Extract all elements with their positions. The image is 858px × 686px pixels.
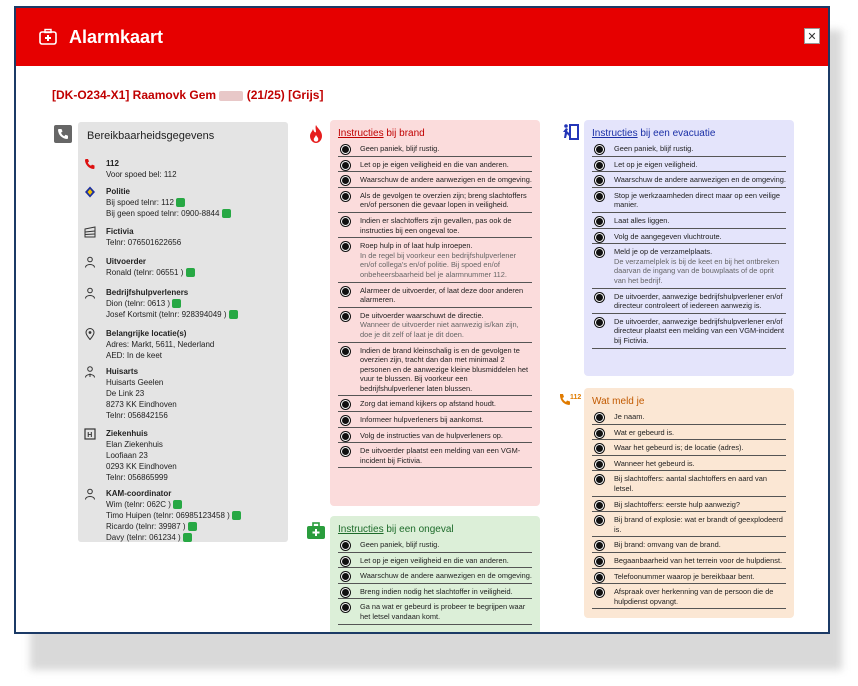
meld-title: Wat meld je xyxy=(592,396,645,407)
heading-prefix: [DK-O234-X1] Raamovk Gem xyxy=(52,88,217,102)
list-item-text: Geen paniek, blijf rustig. xyxy=(360,144,440,153)
contact-line-text: Loofiaan 23 xyxy=(106,451,148,460)
list-item-text: Indien er slachtoffers zijn gevallen, pas ook de instructies bij een ongeval toe. xyxy=(360,215,512,235)
list-item xyxy=(338,346,532,397)
contact-entry-text xyxy=(106,488,241,543)
list-item-text: Bij brand of explosie: wat er brandt of geexplodeerd is. xyxy=(614,515,783,534)
person-icon xyxy=(84,488,96,500)
police-icon xyxy=(84,186,96,198)
bullet-icon xyxy=(595,176,604,185)
contact-entry-line xyxy=(106,377,177,388)
list-item xyxy=(592,556,786,569)
whatsapp-icon[interactable] xyxy=(176,198,185,207)
list-item xyxy=(338,431,532,444)
contact-title: Bereikbaarheidsgegevens xyxy=(87,130,215,142)
list-item xyxy=(592,428,786,441)
contact-line-text: Bij geen spoed telnr: 0900-8844 xyxy=(106,209,220,218)
contact-line-text: De Link 23 xyxy=(106,389,145,398)
bullet-icon xyxy=(341,572,350,581)
contact-line-text: 0293 KK Eindhoven xyxy=(106,462,177,471)
contact-panel xyxy=(78,122,288,542)
contact-entry-text xyxy=(106,287,238,320)
list-item-text: Alarmeer de uitvoerder, of laat deze door anderen alarmeren. xyxy=(360,285,524,305)
bullet-icon xyxy=(341,347,350,356)
contact-line-text: Elan Ziekenhuis xyxy=(106,440,163,449)
contact-entry-line xyxy=(106,499,241,510)
first-aid-icon xyxy=(306,521,326,541)
contact-line-text: AED: In de keet xyxy=(106,351,163,360)
evacuatie-list xyxy=(592,144,786,352)
contact-line-text: Huisarts Geelen xyxy=(106,378,164,387)
contact-entry-line xyxy=(106,399,177,410)
list-item-text: De uitvoerder, aanwezige bedrijfshulpverlener en/of directeur controleert of iedereen aanwezig is. xyxy=(614,291,783,311)
list-item-text: De uitvoerder waarschuwt de directie. xyxy=(360,310,484,320)
contact-entry-line xyxy=(106,298,238,309)
brand-title-rest: bij brand xyxy=(383,128,425,139)
alarmkaart-window xyxy=(14,6,830,634)
list-item xyxy=(592,247,786,288)
contact-entry-line xyxy=(106,472,177,483)
whatsapp-icon[interactable] xyxy=(186,268,195,277)
phone-112-icon xyxy=(558,390,582,410)
list-item xyxy=(592,216,786,229)
redacted-block xyxy=(219,91,243,101)
contact-entry-line xyxy=(106,350,214,361)
bullet-icon xyxy=(595,318,604,327)
list-item xyxy=(592,412,786,425)
list-item-text: Telefoonummer waarop je bereikbaar bent. xyxy=(614,571,755,581)
brand-panel xyxy=(330,120,540,506)
list-item xyxy=(338,191,532,213)
whatsapp-icon[interactable] xyxy=(229,310,238,319)
contact-entry-line xyxy=(106,439,177,450)
page-heading xyxy=(52,88,323,102)
bullet-icon xyxy=(341,192,350,201)
list-item-text: De uitvoerder, aanwezige bedrijfshulpverlener en/of directeur plaatst een melding van een VGM-incident bij Fictivia. xyxy=(614,316,785,345)
contact-entry-title: Uitvoerder xyxy=(106,257,147,266)
list-item-text: Wat er gebeurd is. xyxy=(614,427,675,437)
contact-line-text: Timo Huipen (telnr: 06985123458 ) xyxy=(106,511,230,520)
bullet-icon xyxy=(595,541,604,550)
contact-entry-title: Fictivia xyxy=(106,227,134,236)
bullet-icon xyxy=(341,176,350,185)
contact-entry-text xyxy=(106,158,177,180)
whatsapp-icon[interactable] xyxy=(173,500,182,509)
contact-line-text: Adres: Markt, 5611, Nederland xyxy=(106,340,215,349)
list-item xyxy=(592,175,786,188)
list-item-text: Laat alles liggen. xyxy=(614,215,670,225)
list-item-text: Waar het gebeurd is; de locatie (adres). xyxy=(614,443,744,453)
bullet-icon xyxy=(341,242,350,251)
list-item xyxy=(338,540,532,553)
bullet-icon xyxy=(341,217,350,226)
bullet-icon xyxy=(595,161,604,170)
contact-entry-line xyxy=(106,510,241,521)
list-item-text: Stop je werkzaamheden direct maar op een veilige manier. xyxy=(614,190,780,210)
heading-suffix: (21/25) [Grijs] xyxy=(246,88,324,102)
contact-line-text: Ronald (telnr: 06551 ) xyxy=(106,268,184,277)
contact-entry-text xyxy=(106,226,181,248)
bullet-icon xyxy=(341,432,350,441)
list-item xyxy=(338,286,532,308)
list-item-text: Geen paniek, blijf rustig. xyxy=(614,144,694,153)
list-item xyxy=(338,571,532,584)
ongeval-panel xyxy=(330,516,540,634)
list-item xyxy=(338,399,532,412)
list-item-text: Wanneer het gebeurd is. xyxy=(614,458,695,468)
list-item xyxy=(338,216,532,238)
meld-list xyxy=(592,412,786,612)
brand-list xyxy=(338,144,532,471)
contact-entry-title: Ziekenhuis xyxy=(106,429,148,438)
list-item-text: Waarschuw de andere aanwezigen en de omgeving. xyxy=(360,571,532,581)
svg-text:H: H xyxy=(87,432,93,439)
title-bar xyxy=(16,8,828,66)
contact-line-text: Wim (telnr: 062C ) xyxy=(106,500,171,509)
contact-entry-line xyxy=(106,237,181,248)
contact-entry-title: KAM-coordinator xyxy=(106,489,172,498)
contact-entry-line xyxy=(106,208,231,219)
close-icon: ✕ xyxy=(807,30,817,43)
contact-line-text: Josef Kortsmit (telnr: 928394049 ) xyxy=(106,310,227,319)
list-item xyxy=(592,144,786,157)
list-item xyxy=(592,587,786,609)
whatsapp-icon[interactable] xyxy=(222,209,231,218)
list-item xyxy=(338,144,532,157)
list-item xyxy=(338,175,532,188)
list-item xyxy=(592,540,786,553)
contact-entry-title: Huisarts xyxy=(106,367,139,376)
person-icon xyxy=(84,287,96,299)
list-item xyxy=(592,474,786,496)
list-item xyxy=(338,241,532,282)
list-item-text: Begaanbaarheid van het terrein voor de hulpdienst. xyxy=(614,555,783,565)
contact-entry-line xyxy=(106,309,238,320)
brand-title xyxy=(338,128,425,139)
list-item xyxy=(338,556,532,569)
exit-icon xyxy=(560,122,580,142)
brand-title-link[interactable]: Instructies xyxy=(338,128,384,139)
bullet-icon xyxy=(341,603,350,612)
list-item xyxy=(592,232,786,245)
list-item-text: Als de gevolgen te overzien zijn; breng slachtoffers en/of personen die gevaar lopen in veiligheid. xyxy=(360,190,527,210)
close-button[interactable] xyxy=(804,28,820,44)
hospital-icon xyxy=(84,428,96,440)
contact-entry-line xyxy=(106,521,241,532)
whatsapp-icon[interactable] xyxy=(188,522,197,531)
list-item-text: Waarschuw de andere aanwezigen en de omgeving. xyxy=(360,175,532,185)
list-item-text: Geen paniek, blijf rustig. xyxy=(360,540,440,549)
fire-icon xyxy=(306,124,326,144)
list-item xyxy=(592,160,786,173)
list-item-text: Let op je eigen veiligheid en die van anderen. xyxy=(360,159,509,169)
ongeval-title xyxy=(338,524,454,535)
bullet-icon xyxy=(595,293,604,302)
list-item-text: Volg de instructies van de hulpverleners op. xyxy=(360,430,503,440)
contact-entry-line xyxy=(106,450,177,461)
contact-entry-line xyxy=(106,267,195,278)
bullet-icon xyxy=(595,444,604,453)
contact-entry-line xyxy=(106,169,177,180)
first-aid-kit-icon xyxy=(39,28,57,46)
contact-entry-line xyxy=(106,410,177,421)
list-item xyxy=(592,459,786,472)
contact-line-text: Voor spoed bel: 112 xyxy=(106,170,177,179)
building-icon xyxy=(84,226,96,238)
evacuatie-title-rest: bij een evacuatie xyxy=(637,128,716,139)
list-item-text: Bij brand: omvang van de brand. xyxy=(614,540,721,550)
contact-entry-line xyxy=(106,197,231,208)
list-item xyxy=(338,311,532,343)
svg-text:112: 112 xyxy=(570,394,582,401)
bullet-icon xyxy=(341,312,350,321)
list-item xyxy=(592,191,786,213)
bullet-icon xyxy=(341,161,350,170)
list-item xyxy=(592,500,786,513)
contact-line-text: 8273 KK Eindhoven xyxy=(106,400,177,409)
list-item xyxy=(592,443,786,456)
list-item xyxy=(338,446,532,468)
contact-entry-line xyxy=(106,532,241,543)
list-item-text: Zorg dat iemand kijkers op afstand houdt. xyxy=(360,399,496,409)
contact-entry-title: Belangrijke locatie(s) xyxy=(106,329,187,338)
bullet-icon xyxy=(595,588,604,597)
bullet-icon xyxy=(341,400,350,409)
contact-line-text: Telnr: 056842156 xyxy=(106,411,168,420)
contact-entry-text xyxy=(106,428,177,483)
bullet-icon xyxy=(595,516,604,525)
contact-entry-title: Politie xyxy=(106,187,131,196)
bullet-icon xyxy=(595,460,604,469)
bullet-icon xyxy=(341,447,350,456)
contact-entry-text xyxy=(106,256,195,278)
list-item xyxy=(338,602,532,624)
list-item-text: Volg de aangegeven vluchtroute. xyxy=(614,231,722,241)
list-item-text: Informeer hulpverleners bij aankomst. xyxy=(360,415,484,425)
ongeval-title-rest: bij een ongeval xyxy=(383,524,454,535)
whatsapp-icon[interactable] xyxy=(232,511,241,520)
bullet-icon xyxy=(595,217,604,226)
contact-line-text: Telnr: 076501622656 xyxy=(106,238,182,247)
contact-entry-title: Bedrijfshulpverleners xyxy=(106,288,189,297)
list-item-text: Meld je op de verzamelplaats. xyxy=(614,247,713,257)
bullet-icon xyxy=(341,588,350,597)
contact-entry-text xyxy=(106,328,214,361)
meld-panel xyxy=(584,388,794,618)
list-item-note: Wanneer de uitvoerder niet aanwezig is/kan zijn, doe je dit zelf of laat je dit doen. xyxy=(360,320,519,339)
bullet-icon xyxy=(341,145,350,154)
contact-line-text: Davy (telnr: 061234 ) xyxy=(106,533,181,542)
list-item xyxy=(592,515,786,537)
contact-entry-text xyxy=(106,186,231,219)
list-item-text: Je naam. xyxy=(614,412,645,421)
list-item-note: De verzamelplek is bij de keet en bij het ontbreken daarvan de ingang van de bouwplaats of de oprit van het bedrijf. xyxy=(614,256,780,285)
list-item xyxy=(592,317,786,349)
evacuatie-panel xyxy=(584,120,794,376)
doctor-icon xyxy=(84,366,96,378)
contact-entry-text xyxy=(106,366,177,421)
evacuatie-title-link[interactable]: Instructies xyxy=(592,128,638,139)
contact-line-text: Telnr: 056865999 xyxy=(106,473,168,482)
location-icon xyxy=(84,328,96,340)
list-item xyxy=(592,292,786,314)
phone-section-icon xyxy=(54,125,72,143)
contact-line-text: Ricardo (telnr: 39987 ) xyxy=(106,522,186,531)
list-item xyxy=(592,572,786,585)
bullet-icon xyxy=(341,287,350,296)
contact-entry-line xyxy=(106,388,177,399)
window-title: Alarmkaart xyxy=(69,26,164,47)
list-item-text: De uitvoerder plaatst een melding van een VGM-incident bij Fictivia. xyxy=(360,446,521,465)
contact-line-text: Dion (telnr: 0613 ) xyxy=(106,299,171,308)
list-item-text: Bij slachtoffers: eerste hulp aanwezig? xyxy=(614,499,740,509)
list-item-text: Bij slachtoffers: aantal slachtoffers en aard van letsel. xyxy=(614,474,767,493)
bullet-icon xyxy=(595,233,604,242)
contact-entry-line xyxy=(106,461,177,472)
whatsapp-icon[interactable] xyxy=(183,533,192,542)
list-item-text: Breng indien nodig het slachtoffer in veiligheid. xyxy=(360,586,513,596)
bullet-icon xyxy=(595,192,604,201)
evacuatie-title xyxy=(592,128,715,139)
whatsapp-icon[interactable] xyxy=(172,299,181,308)
bullet-icon xyxy=(595,573,604,582)
contact-entry-line xyxy=(106,339,214,350)
list-item-text: Indien de brand kleinschalig is en de gevolgen te overzien zijn, tracht dan dan met minimaal 2 personen en de aanwezige kleine blusmiddelen het vuur te blussen. Bij voorkeur een bedrijfshulpverlener laten blussen. xyxy=(360,345,529,393)
bullet-icon xyxy=(595,475,604,484)
list-item-text: Roep hulp in of laat hulp inroepen. xyxy=(360,241,473,251)
bullet-icon xyxy=(595,413,604,422)
list-item-text: Let op je eigen veiligheid en die van anderen. xyxy=(360,555,509,565)
bullet-icon xyxy=(341,557,350,566)
bullet-icon xyxy=(595,248,604,257)
bullet-icon xyxy=(595,501,604,510)
list-item-note: In de regel bij voorkeur een bedrijfshulpverlener en/of collega's en/of politie. Bij spoed en/of onbeheersbaarheid bel je alarmnummer 112. xyxy=(360,250,517,279)
person-icon xyxy=(84,256,96,268)
list-item xyxy=(338,587,532,600)
ongeval-list xyxy=(338,540,532,628)
list-item xyxy=(338,415,532,428)
list-item xyxy=(338,160,532,173)
contact-entry-title: 112 xyxy=(106,159,119,168)
bullet-icon xyxy=(595,557,604,566)
bullet-icon xyxy=(341,416,350,425)
ongeval-title-link[interactable]: Instructies xyxy=(338,524,384,535)
list-item-text: Ga na wat er gebeurd is probeer te begrijpen waar het letsel vandaan komt. xyxy=(360,602,526,621)
contact-line-text: Bij spoed telnr: 112 xyxy=(106,198,174,207)
bullet-icon xyxy=(595,429,604,438)
bullet-icon xyxy=(341,541,350,550)
list-item-text: Let op je eigen veiligheid. xyxy=(614,159,698,169)
list-item-text: Waarschuw de andere aanwezigen en de omgeving. xyxy=(614,175,786,185)
bullet-icon xyxy=(595,145,604,154)
emergency-phone-icon xyxy=(84,158,96,170)
list-item-text: Afspraak over herkenning van de persoon die de hulpdienst opvangt. xyxy=(614,587,774,606)
